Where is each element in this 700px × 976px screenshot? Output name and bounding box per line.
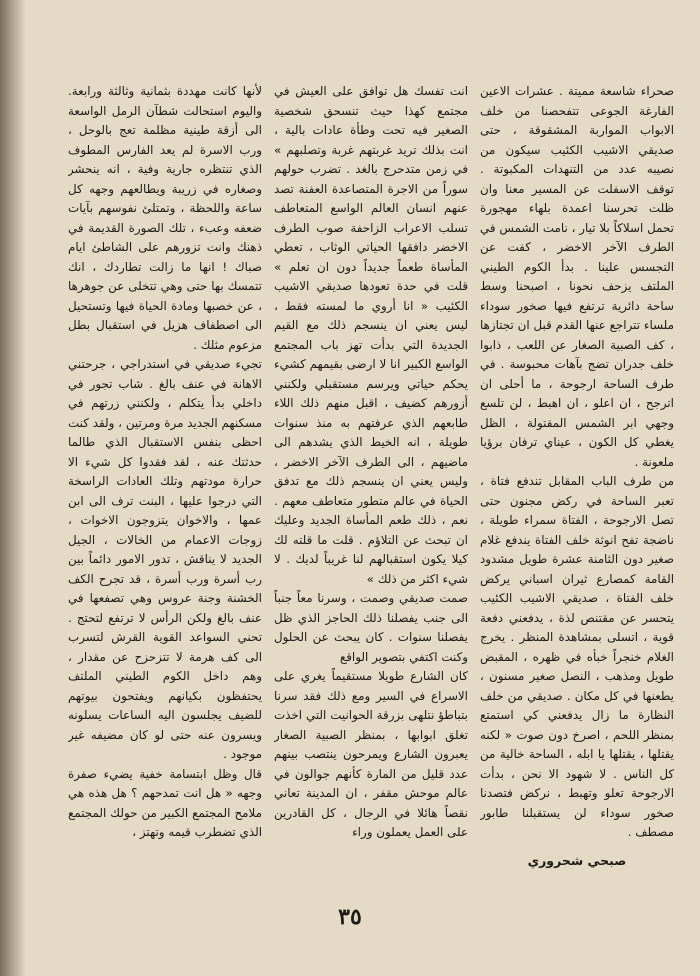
text-column-left xyxy=(480,82,674,897)
text-column-middle xyxy=(274,82,468,897)
article-body xyxy=(68,82,676,897)
column-paragraph: صمت صديقي وصمت ، وسرنا معاً جنباً الى جنب يفصلنا ذلك الحاجز الذي ظل يفصلنا سنوات . كان يبحث عن الحلول وكنت اكتفي بتصوير الواقع xyxy=(274,591,468,664)
column-paragraph: تجيء صديقي في استدراجي ، جرحتني الاهانة في عنف بالغ . شاب تجور في داخلي بدأ يتكلم ، ولكنني زرتهم في مسكنهم الجديد مرة ومرتين ، ولقد كنت احظى بنفس الاستقبال الذي طالما حدثتك عنه ، لقد فقدوا كل شيء الا حرارة مودتهم وتلك العادات الراسخة التي درجوا عليها ، البنت ترف الى ابن عمها ، والاخوان يتزوجون الاخوات ، زوجات الاعمام من الخالات ، الجيل الجديد لا يناقش ، تدور الامور دائماً بين رب أسرة ورب أسرة ، قد تجرح الكف الخشنة وجنة عروس وهي تصفعها في عنف بالغ ولكن الرأس لا ترتفع لتحتج . تحني السواعد القوية القرش لتسرب الى كف هرمة لا تتزحزح عن مقدار ، وهم داخل الكوم الطيني الملتف يحتفظون بكيانهم ويفتحون بيوتهم للضيف يجلسون اليه الساعات يسلونه ويسرون عنه حتى لو كان مضيفه غير موجود . xyxy=(68,357,262,761)
author-signature: صبحي شحروري xyxy=(527,852,627,868)
column-paragraph: صحراء شاسعة مميتة . عشرات الاعين الفارغة الجوعى تتفحصنا من خلف الابواب المواربة المشقوقة ، حتى صديقي الاشيب الكئيب سيكون من نصيبه عدد من التنهدات المكبوتة . توقف الاسفلت عن المسير معنا وان ظلت تحرسنا اعمدة بلهاء مهجورة تحمل اسلاكاً بلا تيار ، نامت الشمس في الطرف الآخر الاخضر ، كفت عن التجسس علينا . بدأ الكوم الطيني الملتف يزحف نحونا ، اصبحنا وسط ساحة دائرية ترتفع فيها صخور سوداء ملساء تتراجع عنها القدم قبل ان تجتازها ، كف الصبية الصغار عن اللعب ، ذابوا خلف جدران تضج بآهات محبوسة . في طرف الساحة ارجوحة ، ما أحلى ان اترجح ، ان اعلو ، ان اهبط ، لن تلسع وجهي ابر الشمس المقتولة ، الظل يغطي كل الكون ، عيناي ترفان برؤيا ملعونة . xyxy=(480,84,674,469)
column-paragraph: لأنها كانت مهددة بثمانية وثالثة ورابعة. واليوم استحالت شطآن الرمل الواسعة الى أزقة طينية مظلمة تعج بالوحل ، ورب الاسرة لم يعد الفارس المطوف الذي تنتظره جارية وفية ، انه ينحشر وصغاره في زريبة ويطالعهم وجهه كل ساعة واللحظة ، وتمتلئ نفوسهم بآيات ضعفه وعبء ، تلك الصورة القديمة في ذهنك وانت تزورهم على الشاطئ ايام صباك ! انها ما زالت تطاردك ، انك تتمسك بها حتى وهي تتخلى عن جوهرها ، عن خصبها ومادة الحياة فيها وتستحيل الى اصطفاف هزيل في استقبال بطل مزعوم مثلك . xyxy=(68,84,262,352)
column-paragraph: انت تفسك هل توافق على العيش في مجتمع كهذا حيث تنسحق شخصية الصغير فيه تحت وطأة عادات بالية ، انت بذلك تريد غربتهم غربة وتصلبهم » في زمن متدحرج بالغد . تضرب حولهم سوراً من الاجرة المتصاعدة العفنة تصد عنهم انسان العالم الواسع المتعاطف تسلب الاعراب الزاحفة صوب الطرف الاخضر دافقها الحياتي الوثاب ، تعطي المأساة طعماً جديداً دون ان تعلم » قلت في حدة تعودها صديقي الاشيب الكئيب « انا أروي ما لمسته فقط ، ليس يعني ان ينسجم ذلك مع القيم الجديدة التي بدأت تهز باب المجتمع الواسع الكبير انا لا ارضى بقيمهم كشيء يحكم حياتي ويرسم مستقبلي ولكنني أزورهم كضيف ، اقبل منهم ذلك اللاء طابعهم الذي عرفتهم به منذ سنوات طويلة ، انه الخيط الذي يشدهم الى ماضيهم ، الى الطرف الآخر الاخضر ، وليس يعني ان ينسجم ذلك مع تدفق الحياة في عالم متطور متعاطف معهم . نعم ، ذلك طعم المأساة الجديد وعليك ان تبحث عن التلاؤم . قلت ما قلته لك كيلا يكون استقبالهم لنا غريباً لديك . لا شيء اكثر من ذلك » xyxy=(274,84,468,586)
column-paragraph: قال وظل ابتسامة خفية يضيء صفرة وجهه « هل انت تمدحهم ؟ هل هذه هي ملامح المجتمع الكبير من حولك المجتمع الذي تضطرب قيمه وتهتز ، xyxy=(68,766,262,839)
column-paragraph: كان الشارع طويلا مستقيماً يغري على الاسراع في السير ومع ذلك فقد سرنا بتباطؤ نتلهى بزرقة الحوانيت التي اخذت تغلق ابوابها ، بمنظر الصبية الصغار يعبرون الشارع ويمرحون ينتصب بينهم عدد قليل من المارة كأنهم جوالون في عالم موحش مقفر ، ان المدينة تعاني نقصاً هائلا في الرجال ، كل القادرين على العمل يعملون وراء xyxy=(274,669,468,839)
column-paragraph: من طرف الباب المقابل تندفع فتاة ، تعبر الساحة في ركض مجنون حتى تصل الارجوحة ، الفتاة سمراء طويلة ، ناضجة تفح انوثة خلف الفتاة يندفع غلام صغير دون الثامنة عشرة طويل مشدود القامة كمصارع ثيران اسباني يركض خلف الفتاة ، صديقي الاشيب الكئيب يتحسر عن مقتنص لذة ، يدفعني دفعة قوية ، اتسلى بمشاهدة المنظر . يخرج الغلام خنجراً خبأه في ظهره ، المقبض طويل ومذهب ، النصل صغير مسنون ، يطعنها في كل مكان . صديقي من خلف النظارة ما زال يدفعني كي استمتع بمنظر اللحم ، اصرخ دون صوت « لكنه يقتلها ، يقتلها يا ابله ، الساحة خالية من كل الناس . لا شهود الا نحن ، بدأت الارجوحة تعلو وتهبط ، نركض فتصدنا صخور سوداء لن يستقبلنا طابور مصطف . xyxy=(480,474,674,839)
page-binding-edge xyxy=(0,0,26,976)
text-column-right xyxy=(68,82,262,897)
page-number: ٣٥ xyxy=(338,904,362,930)
